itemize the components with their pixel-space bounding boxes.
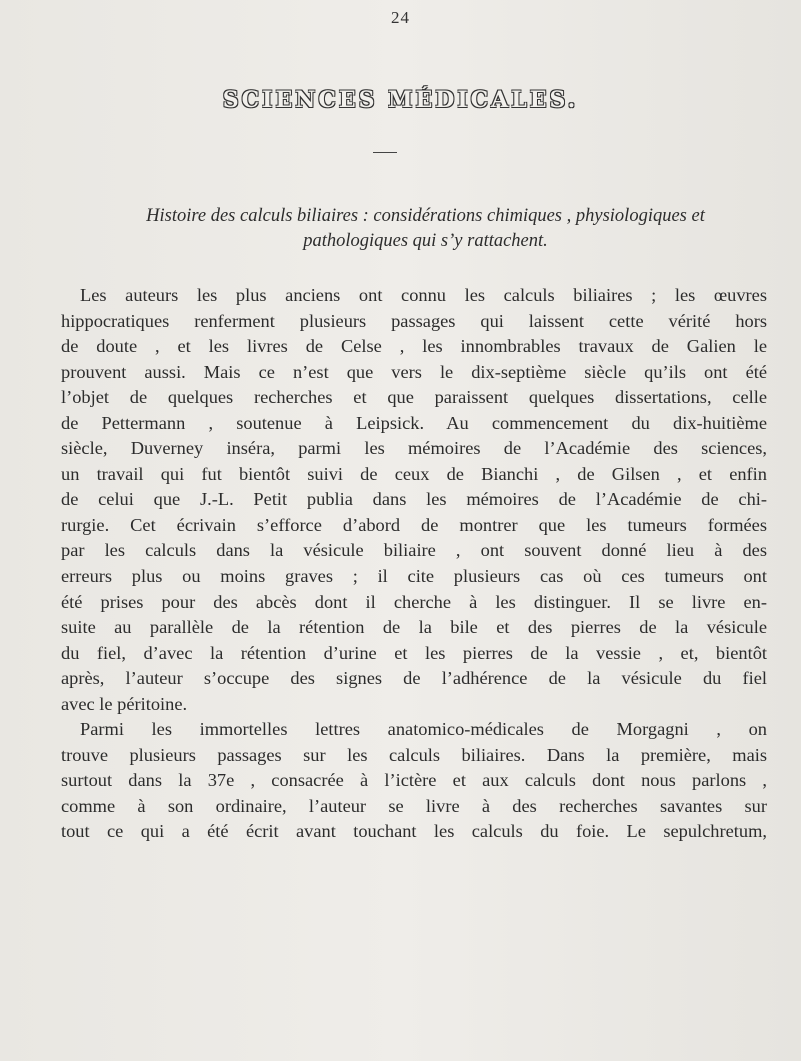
subtitle-line: Histoire des calculs biliaires : considérations chimiques , physiologiques et xyxy=(146,206,705,226)
heading-divider xyxy=(373,152,397,153)
text-line: l’objet de quelques recherches et que paraissent quelques dissertations, celle xyxy=(61,387,767,408)
paragraph xyxy=(61,717,767,845)
article-subtitle xyxy=(94,204,757,254)
text-line: de Pettermann , soutenue à Leipsick. Au commencement du dix-huitième xyxy=(61,412,767,433)
paragraph xyxy=(61,283,767,717)
section-heading xyxy=(0,87,801,113)
text-line: siècle, Duverney inséra, parmi les mémoires de l’Académie des sciences, xyxy=(61,438,767,459)
text-line: tout ce qui a été écrit avant touchant les calculs du foie. Le sepulchretum, xyxy=(61,821,767,842)
page-number: 24 xyxy=(391,8,410,27)
text-line: par les calculs dans la vésicule biliaire , ont souvent donné lieu à des xyxy=(61,540,767,561)
text-line: Parmi les immortelles lettres anatomico-médicales de Morgagni , on xyxy=(80,719,767,740)
text-line: été prises pour des abcès dont il cherche à les distinguer. Il se livre en- xyxy=(61,591,767,612)
text-line: de doute , et les livres de Celse , les innombrables travaux de Galien le xyxy=(61,336,767,357)
body-text xyxy=(61,283,767,845)
text-line: surtout dans la 37e , consacrée à l’ictère et aux calculs dont nous parlons , xyxy=(61,770,767,791)
text-line: après, l’auteur s’occupe des signes de l’adhérence de la vésicule du fiel xyxy=(61,668,767,689)
text-line: trouve plusieurs passages sur les calculs biliaires. Dans la première, mais xyxy=(61,744,767,765)
text-line: un travail qui fut bientôt suivi de ceux de Bianchi , de Gilsen , et enfin xyxy=(61,463,767,484)
text-line: erreurs plus ou moins graves ; il cite plusieurs cas où ces tumeurs ont xyxy=(61,566,767,587)
section-heading-text: SCIENCES MÉDICALES. xyxy=(222,87,579,113)
text-line: comme à son ordinaire, l’auteur se livre à des recherches savantes sur xyxy=(61,795,767,816)
text-line: rurgie. Cet écrivain s’efforce d’abord de montrer que les tumeurs formées xyxy=(61,514,767,535)
text-line: Les auteurs les plus anciens ont connu les calculs biliaires ; les œuvres xyxy=(80,285,767,305)
text-line: prouvent aussi. Mais ce n’est que vers le dix-septième siècle qu’ils ont été xyxy=(61,361,767,382)
subtitle-line: pathologiques qui s’y rattachent. xyxy=(303,231,548,251)
text-line: suite au parallèle de la rétention de la bile et des pierres de la vésicule xyxy=(61,617,767,638)
text-line: avec le péritoine. xyxy=(61,693,188,714)
text-line: de celui que J.-L. Petit publia dans les mémoires de l’Académie de chi- xyxy=(61,489,767,510)
text-line: hippocratiques renferment plusieurs passages qui laissent cette vérité hors xyxy=(61,310,767,331)
text-line: du fiel, d’avec la rétention d’urine et les pierres de la vessie , et, bientôt xyxy=(61,642,767,663)
